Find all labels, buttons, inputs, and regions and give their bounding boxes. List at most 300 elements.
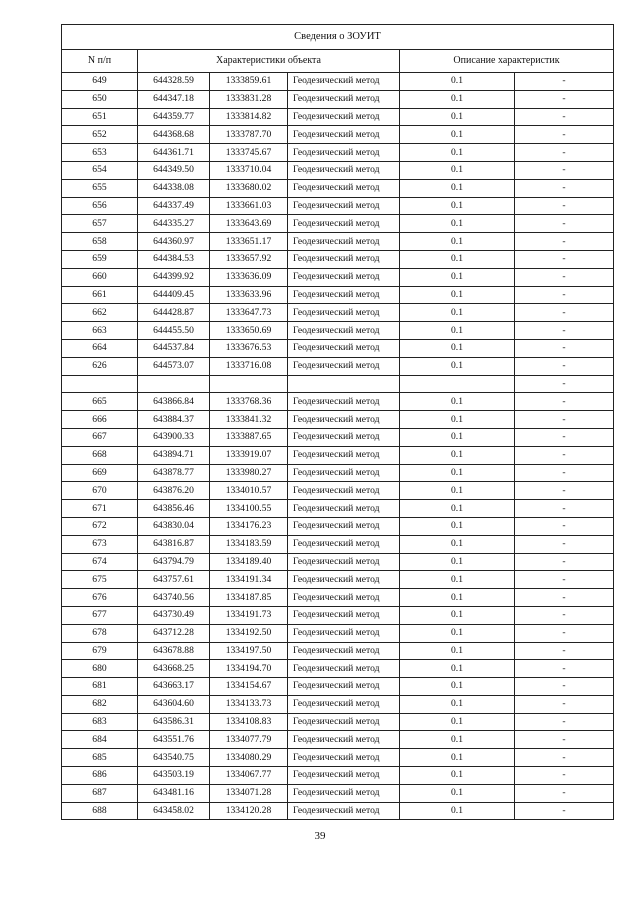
table-row bbox=[62, 268, 614, 286]
accuracy-cell: 0.1 bbox=[400, 144, 515, 162]
description-cell: - bbox=[515, 233, 614, 251]
description-cell: - bbox=[515, 286, 614, 304]
table-row bbox=[62, 339, 614, 357]
accuracy-cell: 0.1 bbox=[400, 589, 515, 607]
row-number-cell: 657 bbox=[62, 215, 138, 233]
table-row bbox=[62, 322, 614, 340]
method-cell: Геодезический метод bbox=[288, 802, 400, 820]
row-number-cell: 688 bbox=[62, 802, 138, 820]
coord-y-cell: 1334192.50 bbox=[210, 624, 288, 642]
row-number-cell: 674 bbox=[62, 553, 138, 571]
coord-x-cell: 644368.68 bbox=[138, 126, 210, 144]
coord-y-cell: 1333657.92 bbox=[210, 250, 288, 268]
table-row bbox=[62, 695, 614, 713]
method-cell: Геодезический метод bbox=[288, 446, 400, 464]
method-cell: Геодезический метод bbox=[288, 322, 400, 340]
accuracy-cell: 0.1 bbox=[400, 731, 515, 749]
description-cell: - bbox=[515, 90, 614, 108]
coord-x-cell: 643866.84 bbox=[138, 393, 210, 411]
method-cell: Геодезический метод bbox=[288, 357, 400, 375]
description-cell: - bbox=[515, 589, 614, 607]
table-title: Сведения о ЗОУИТ bbox=[62, 25, 614, 50]
accuracy-cell: 0.1 bbox=[400, 678, 515, 696]
table-row bbox=[62, 215, 614, 233]
row-number-cell: 663 bbox=[62, 322, 138, 340]
coord-x-cell: 643900.33 bbox=[138, 428, 210, 446]
accuracy-cell: 0.1 bbox=[400, 784, 515, 802]
coord-x-cell: 643856.46 bbox=[138, 500, 210, 518]
method-cell: Геодезический метод bbox=[288, 215, 400, 233]
row-number-cell: 682 bbox=[62, 695, 138, 713]
coord-x-cell: 644338.08 bbox=[138, 179, 210, 197]
table-row bbox=[62, 660, 614, 678]
description-cell: - bbox=[515, 606, 614, 624]
accuracy-cell: 0.1 bbox=[400, 161, 515, 179]
accuracy-cell: 0.1 bbox=[400, 357, 515, 375]
method-cell: Геодезический метод bbox=[288, 268, 400, 286]
coord-y-cell: 1333745.67 bbox=[210, 144, 288, 162]
table-row bbox=[62, 250, 614, 268]
row-number-cell: 655 bbox=[62, 179, 138, 197]
coord-x-cell: 643540.75 bbox=[138, 749, 210, 767]
row-number-cell: 684 bbox=[62, 731, 138, 749]
description-cell: - bbox=[515, 802, 614, 820]
accuracy-cell: 0.1 bbox=[400, 571, 515, 589]
table-row bbox=[62, 642, 614, 660]
description-cell: - bbox=[515, 678, 614, 696]
method-cell: Геодезический метод bbox=[288, 286, 400, 304]
row-number-cell: 660 bbox=[62, 268, 138, 286]
description-cell: - bbox=[515, 108, 614, 126]
table-row bbox=[62, 179, 614, 197]
coord-x-cell: 644361.71 bbox=[138, 144, 210, 162]
coord-y-cell: 1334071.28 bbox=[210, 784, 288, 802]
coord-x-cell: 644359.77 bbox=[138, 108, 210, 126]
table-row bbox=[62, 233, 614, 251]
description-cell: - bbox=[515, 161, 614, 179]
coord-x-cell: 644347.18 bbox=[138, 90, 210, 108]
row-number-cell: 681 bbox=[62, 678, 138, 696]
coord-y-cell: 1333661.03 bbox=[210, 197, 288, 215]
coord-y-cell: 1334191.73 bbox=[210, 606, 288, 624]
table-row bbox=[62, 731, 614, 749]
accuracy-cell: 0.1 bbox=[400, 233, 515, 251]
row-number-cell bbox=[62, 375, 138, 393]
description-cell: - bbox=[515, 411, 614, 429]
coord-x-cell: 643668.25 bbox=[138, 660, 210, 678]
accuracy-cell: 0.1 bbox=[400, 393, 515, 411]
row-number-cell: 626 bbox=[62, 357, 138, 375]
row-number-cell: 669 bbox=[62, 464, 138, 482]
row-number-cell: 659 bbox=[62, 250, 138, 268]
coord-y-cell: 1333831.28 bbox=[210, 90, 288, 108]
coord-y-cell: 1334067.77 bbox=[210, 767, 288, 785]
description-cell: - bbox=[515, 500, 614, 518]
description-cell: - bbox=[515, 749, 614, 767]
row-number-cell: 685 bbox=[62, 749, 138, 767]
accuracy-cell: 0.1 bbox=[400, 606, 515, 624]
coord-x-cell: 643740.56 bbox=[138, 589, 210, 607]
table-row bbox=[62, 286, 614, 304]
page-number: 39 bbox=[314, 830, 326, 842]
coord-y-cell: 1334100.55 bbox=[210, 500, 288, 518]
description-cell: - bbox=[515, 695, 614, 713]
description-cell: - bbox=[515, 339, 614, 357]
row-number-cell: 668 bbox=[62, 446, 138, 464]
method-cell: Геодезический метод bbox=[288, 660, 400, 678]
coord-x-cell: 643503.19 bbox=[138, 767, 210, 785]
table-row bbox=[62, 517, 614, 535]
row-number-cell: 673 bbox=[62, 535, 138, 553]
accuracy-cell: 0.1 bbox=[400, 339, 515, 357]
description-cell: - bbox=[515, 731, 614, 749]
coord-x-cell: 644399.92 bbox=[138, 268, 210, 286]
coord-y-cell bbox=[210, 375, 288, 393]
description-cell: - bbox=[515, 179, 614, 197]
row-number-cell: 675 bbox=[62, 571, 138, 589]
row-number-cell: 652 bbox=[62, 126, 138, 144]
table-row bbox=[62, 464, 614, 482]
method-cell: Геодезический метод bbox=[288, 482, 400, 500]
coord-y-cell: 1333676.53 bbox=[210, 339, 288, 357]
coord-y-cell: 1334191.34 bbox=[210, 571, 288, 589]
coord-x-cell: 643894.71 bbox=[138, 446, 210, 464]
accuracy-cell: 0.1 bbox=[400, 802, 515, 820]
coord-y-cell: 1334176.23 bbox=[210, 517, 288, 535]
description-cell: - bbox=[515, 322, 614, 340]
coord-y-cell: 1333787.70 bbox=[210, 126, 288, 144]
method-cell: Геодезический метод bbox=[288, 678, 400, 696]
table-row bbox=[62, 589, 614, 607]
table-row bbox=[62, 446, 614, 464]
coord-y-cell: 1333636.09 bbox=[210, 268, 288, 286]
table-row bbox=[62, 73, 614, 91]
row-number-cell: 687 bbox=[62, 784, 138, 802]
description-cell: - bbox=[515, 517, 614, 535]
description-cell: - bbox=[515, 446, 614, 464]
description-cell: - bbox=[515, 73, 614, 91]
method-cell: Геодезический метод bbox=[288, 606, 400, 624]
description-cell: - bbox=[515, 268, 614, 286]
row-number-cell: 658 bbox=[62, 233, 138, 251]
accuracy-cell: 0.1 bbox=[400, 268, 515, 286]
method-cell: Геодезический метод bbox=[288, 713, 400, 731]
coord-y-cell: 1333919.07 bbox=[210, 446, 288, 464]
accuracy-cell: 0.1 bbox=[400, 553, 515, 571]
method-cell: Геодезический метод bbox=[288, 784, 400, 802]
header-description: Описание характеристик bbox=[400, 50, 614, 73]
accuracy-cell: 0.1 bbox=[400, 411, 515, 429]
table-row bbox=[62, 108, 614, 126]
description-cell: - bbox=[515, 767, 614, 785]
description-cell: - bbox=[515, 197, 614, 215]
accuracy-cell: 0.1 bbox=[400, 535, 515, 553]
table-row bbox=[62, 802, 614, 820]
row-number-cell: 672 bbox=[62, 517, 138, 535]
accuracy-cell: 0.1 bbox=[400, 642, 515, 660]
coord-y-cell: 1333651.17 bbox=[210, 233, 288, 251]
accuracy-cell: 0.1 bbox=[400, 482, 515, 500]
coord-x-cell: 643586.31 bbox=[138, 713, 210, 731]
table-row bbox=[62, 678, 614, 696]
method-cell: Геодезический метод bbox=[288, 749, 400, 767]
method-cell: Геодезический метод bbox=[288, 73, 400, 91]
coord-x-cell: 643458.02 bbox=[138, 802, 210, 820]
method-cell: Геодезический метод bbox=[288, 233, 400, 251]
row-number-cell: 678 bbox=[62, 624, 138, 642]
table-row bbox=[62, 482, 614, 500]
coord-x-cell: 643757.61 bbox=[138, 571, 210, 589]
accuracy-cell: 0.1 bbox=[400, 713, 515, 731]
coord-y-cell: 1333841.32 bbox=[210, 411, 288, 429]
coord-x-cell: 643663.17 bbox=[138, 678, 210, 696]
description-cell: - bbox=[515, 464, 614, 482]
coord-x-cell: 644349.50 bbox=[138, 161, 210, 179]
method-cell: Геодезический метод bbox=[288, 767, 400, 785]
method-cell: Геодезический метод bbox=[288, 517, 400, 535]
method-cell: Геодезический метод bbox=[288, 304, 400, 322]
coord-y-cell: 1333710.04 bbox=[210, 161, 288, 179]
coord-x-cell: 643712.28 bbox=[138, 624, 210, 642]
accuracy-cell: 0.1 bbox=[400, 90, 515, 108]
row-number-cell: 666 bbox=[62, 411, 138, 429]
method-cell: Геодезический метод bbox=[288, 393, 400, 411]
header-characteristics: Характеристики объекта bbox=[138, 50, 400, 73]
row-number-cell: 679 bbox=[62, 642, 138, 660]
row-number-cell: 677 bbox=[62, 606, 138, 624]
accuracy-cell: 0.1 bbox=[400, 464, 515, 482]
table-row bbox=[62, 553, 614, 571]
accuracy-cell: 0.1 bbox=[400, 250, 515, 268]
row-number-cell: 671 bbox=[62, 500, 138, 518]
row-number-cell: 656 bbox=[62, 197, 138, 215]
description-cell: - bbox=[515, 660, 614, 678]
coord-x-cell: 643884.37 bbox=[138, 411, 210, 429]
description-cell: - bbox=[515, 144, 614, 162]
row-number-cell: 661 bbox=[62, 286, 138, 304]
table-row bbox=[62, 784, 614, 802]
coord-x-cell: 644537.84 bbox=[138, 339, 210, 357]
method-cell: Геодезический метод bbox=[288, 695, 400, 713]
coord-x-cell: 644384.53 bbox=[138, 250, 210, 268]
row-number-cell: 654 bbox=[62, 161, 138, 179]
accuracy-cell: 0.1 bbox=[400, 322, 515, 340]
accuracy-cell: 0.1 bbox=[400, 517, 515, 535]
coord-x-cell: 643876.20 bbox=[138, 482, 210, 500]
coord-y-cell: 1333643.69 bbox=[210, 215, 288, 233]
coord-y-cell: 1333650.69 bbox=[210, 322, 288, 340]
coord-x-cell: 643481.16 bbox=[138, 784, 210, 802]
table-row bbox=[62, 375, 614, 393]
table-row bbox=[62, 535, 614, 553]
coord-x-cell: 644455.50 bbox=[138, 322, 210, 340]
description-cell: - bbox=[515, 784, 614, 802]
coord-x-cell: 643816.87 bbox=[138, 535, 210, 553]
table-row bbox=[62, 197, 614, 215]
coord-x-cell: 643794.79 bbox=[138, 553, 210, 571]
method-cell: Геодезический метод bbox=[288, 535, 400, 553]
method-cell: Геодезический метод bbox=[288, 731, 400, 749]
method-cell: Геодезический метод bbox=[288, 411, 400, 429]
description-cell: - bbox=[515, 393, 614, 411]
table-header-row bbox=[62, 50, 614, 73]
method-cell: Геодезический метод bbox=[288, 571, 400, 589]
description-cell: - bbox=[515, 375, 614, 393]
table-row bbox=[62, 304, 614, 322]
coord-y-cell: 1334120.28 bbox=[210, 802, 288, 820]
method-cell: Геодезический метод bbox=[288, 428, 400, 446]
coord-y-cell: 1334010.57 bbox=[210, 482, 288, 500]
coord-y-cell: 1334108.83 bbox=[210, 713, 288, 731]
table-row bbox=[62, 90, 614, 108]
method-cell: Геодезический метод bbox=[288, 339, 400, 357]
method-cell: Геодезический метод bbox=[288, 589, 400, 607]
coord-y-cell: 1334187.85 bbox=[210, 589, 288, 607]
accuracy-cell: 0.1 bbox=[400, 126, 515, 144]
coord-y-cell: 1333980.27 bbox=[210, 464, 288, 482]
coord-y-cell: 1333633.96 bbox=[210, 286, 288, 304]
coord-x-cell bbox=[138, 375, 210, 393]
table-row bbox=[62, 749, 614, 767]
accuracy-cell: 0.1 bbox=[400, 215, 515, 233]
description-cell: - bbox=[515, 304, 614, 322]
description-cell: - bbox=[515, 571, 614, 589]
zouit-table bbox=[61, 24, 614, 820]
coord-y-cell: 1334183.59 bbox=[210, 535, 288, 553]
description-cell: - bbox=[515, 357, 614, 375]
accuracy-cell: 0.1 bbox=[400, 749, 515, 767]
coord-y-cell: 1333716.08 bbox=[210, 357, 288, 375]
coord-x-cell: 643678.88 bbox=[138, 642, 210, 660]
coord-x-cell: 644328.59 bbox=[138, 73, 210, 91]
coord-x-cell: 644337.49 bbox=[138, 197, 210, 215]
table-row bbox=[62, 428, 614, 446]
description-cell: - bbox=[515, 126, 614, 144]
description-cell: - bbox=[515, 428, 614, 446]
coord-x-cell: 644335.27 bbox=[138, 215, 210, 233]
coord-y-cell: 1333859.61 bbox=[210, 73, 288, 91]
method-cell: Геодезический метод bbox=[288, 624, 400, 642]
coord-x-cell: 644409.45 bbox=[138, 286, 210, 304]
description-cell: - bbox=[515, 553, 614, 571]
coord-x-cell: 644428.87 bbox=[138, 304, 210, 322]
table-row bbox=[62, 571, 614, 589]
accuracy-cell: 0.1 bbox=[400, 660, 515, 678]
coord-x-cell: 643730.49 bbox=[138, 606, 210, 624]
row-number-cell: 649 bbox=[62, 73, 138, 91]
row-number-cell: 667 bbox=[62, 428, 138, 446]
coord-y-cell: 1334197.50 bbox=[210, 642, 288, 660]
method-cell: Геодезический метод bbox=[288, 464, 400, 482]
row-number-cell: 683 bbox=[62, 713, 138, 731]
method-cell: Геодезический метод bbox=[288, 642, 400, 660]
header-num: N п/п bbox=[62, 50, 138, 73]
table-row bbox=[62, 606, 614, 624]
table-title-row bbox=[62, 25, 614, 50]
accuracy-cell: 0.1 bbox=[400, 108, 515, 126]
table-body bbox=[62, 73, 614, 820]
row-number-cell: 686 bbox=[62, 767, 138, 785]
description-cell: - bbox=[515, 642, 614, 660]
row-number-cell: 680 bbox=[62, 660, 138, 678]
coord-y-cell: 1334194.70 bbox=[210, 660, 288, 678]
table-row bbox=[62, 393, 614, 411]
method-cell: Геодезический метод bbox=[288, 250, 400, 268]
coord-x-cell: 643604.60 bbox=[138, 695, 210, 713]
table-row bbox=[62, 126, 614, 144]
row-number-cell: 670 bbox=[62, 482, 138, 500]
row-number-cell: 651 bbox=[62, 108, 138, 126]
method-cell: Геодезический метод bbox=[288, 553, 400, 571]
accuracy-cell: 0.1 bbox=[400, 179, 515, 197]
table-row bbox=[62, 357, 614, 375]
row-number-cell: 665 bbox=[62, 393, 138, 411]
description-cell: - bbox=[515, 482, 614, 500]
method-cell: Геодезический метод bbox=[288, 108, 400, 126]
table-row bbox=[62, 500, 614, 518]
description-cell: - bbox=[515, 713, 614, 731]
accuracy-cell: 0.1 bbox=[400, 767, 515, 785]
coord-x-cell: 644573.07 bbox=[138, 357, 210, 375]
coord-y-cell: 1333814.82 bbox=[210, 108, 288, 126]
method-cell: Геодезический метод bbox=[288, 197, 400, 215]
accuracy-cell: 0.1 bbox=[400, 695, 515, 713]
row-number-cell: 650 bbox=[62, 90, 138, 108]
accuracy-cell: 0.1 bbox=[400, 500, 515, 518]
description-cell: - bbox=[515, 535, 614, 553]
coord-x-cell: 644360.97 bbox=[138, 233, 210, 251]
table-row bbox=[62, 161, 614, 179]
description-cell: - bbox=[515, 250, 614, 268]
method-cell: Геодезический метод bbox=[288, 500, 400, 518]
coord-y-cell: 1333680.02 bbox=[210, 179, 288, 197]
table-row bbox=[62, 713, 614, 731]
table-row bbox=[62, 624, 614, 642]
accuracy-cell bbox=[400, 375, 515, 393]
coord-y-cell: 1334133.73 bbox=[210, 695, 288, 713]
coord-y-cell: 1334077.79 bbox=[210, 731, 288, 749]
method-cell: Геодезический метод bbox=[288, 144, 400, 162]
coord-y-cell: 1333768.36 bbox=[210, 393, 288, 411]
row-number-cell: 662 bbox=[62, 304, 138, 322]
coord-x-cell: 643551.76 bbox=[138, 731, 210, 749]
coord-y-cell: 1334080.29 bbox=[210, 749, 288, 767]
accuracy-cell: 0.1 bbox=[400, 304, 515, 322]
accuracy-cell: 0.1 bbox=[400, 286, 515, 304]
method-cell: Геодезический метод bbox=[288, 126, 400, 144]
method-cell bbox=[288, 375, 400, 393]
table-row bbox=[62, 767, 614, 785]
accuracy-cell: 0.1 bbox=[400, 73, 515, 91]
accuracy-cell: 0.1 bbox=[400, 624, 515, 642]
row-number-cell: 676 bbox=[62, 589, 138, 607]
coord-y-cell: 1334154.67 bbox=[210, 678, 288, 696]
row-number-cell: 664 bbox=[62, 339, 138, 357]
coord-x-cell: 643830.04 bbox=[138, 517, 210, 535]
method-cell: Геодезический метод bbox=[288, 90, 400, 108]
accuracy-cell: 0.1 bbox=[400, 197, 515, 215]
table-row bbox=[62, 144, 614, 162]
method-cell: Геодезический метод bbox=[288, 161, 400, 179]
accuracy-cell: 0.1 bbox=[400, 428, 515, 446]
accuracy-cell: 0.1 bbox=[400, 446, 515, 464]
coord-y-cell: 1333647.73 bbox=[210, 304, 288, 322]
coord-y-cell: 1334189.40 bbox=[210, 553, 288, 571]
method-cell: Геодезический метод bbox=[288, 179, 400, 197]
description-cell: - bbox=[515, 215, 614, 233]
coord-y-cell: 1333887.65 bbox=[210, 428, 288, 446]
description-cell: - bbox=[515, 624, 614, 642]
